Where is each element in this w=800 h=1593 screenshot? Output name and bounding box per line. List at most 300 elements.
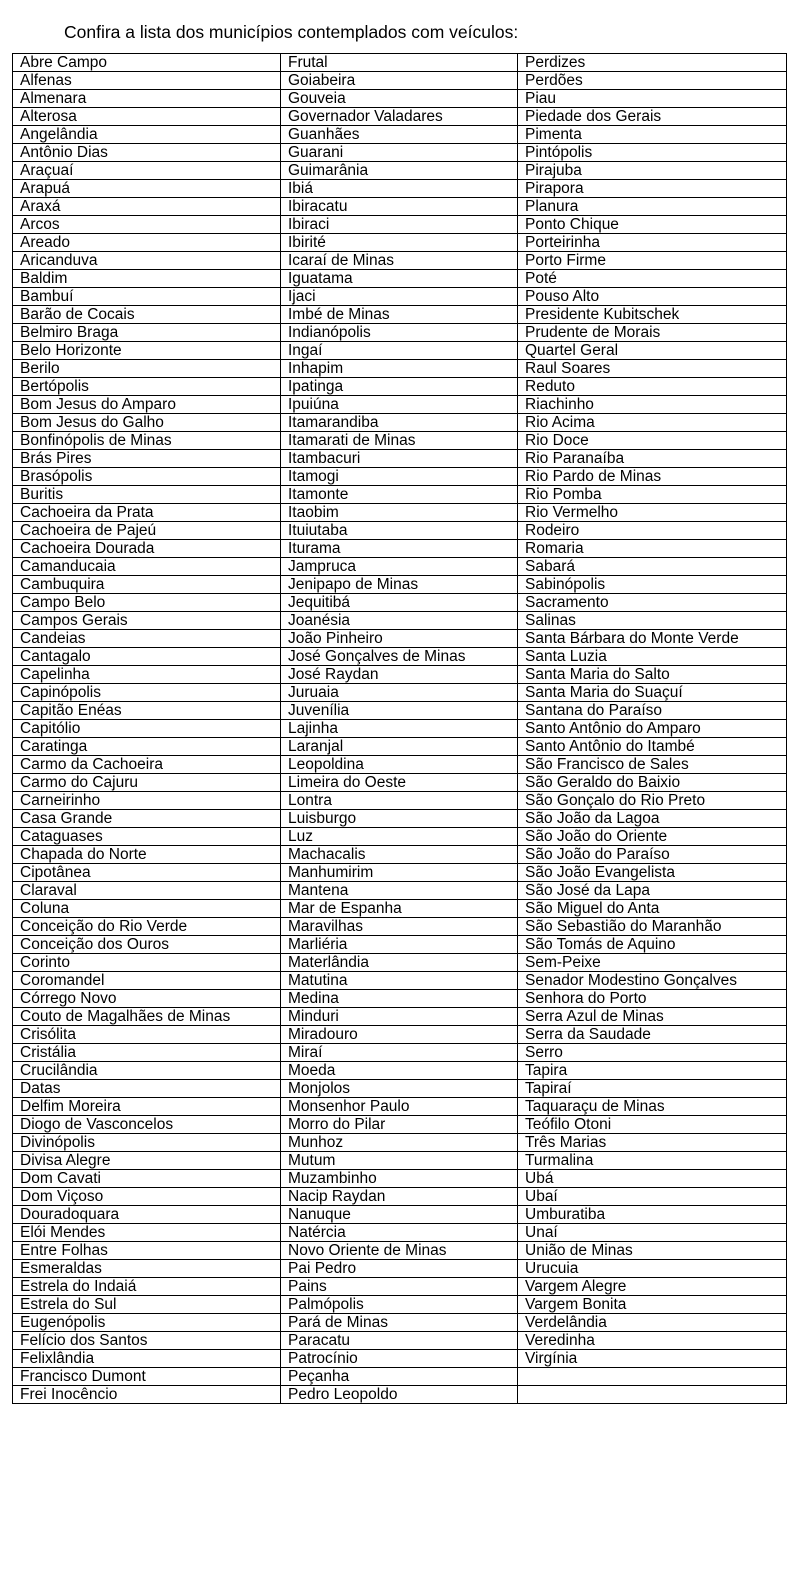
municipality-cell: Felixlândia	[13, 1350, 281, 1368]
municipality-cell: Chapada do Norte	[13, 846, 281, 864]
municipality-cell: Cachoeira de Pajeú	[13, 522, 281, 540]
municipality-cell: Rio Pomba	[518, 486, 787, 504]
municipality-cell: Casa Grande	[13, 810, 281, 828]
municipality-cell: Dom Cavati	[13, 1170, 281, 1188]
municipality-cell: Vargem Alegre	[518, 1278, 787, 1296]
municipality-cell: Quartel Geral	[518, 342, 787, 360]
municipality-cell: Douradoquara	[13, 1206, 281, 1224]
municipality-cell	[518, 1368, 787, 1386]
municipality-cell: Porto Firme	[518, 252, 787, 270]
municipality-cell: Moeda	[281, 1062, 518, 1080]
municipality-cell: Novo Oriente de Minas	[281, 1242, 518, 1260]
table-row	[13, 594, 787, 612]
municipality-cell: São Gonçalo do Rio Preto	[518, 792, 787, 810]
municipality-cell: Itamarandiba	[281, 414, 518, 432]
table-row	[13, 882, 787, 900]
municipality-cell: Santo Antônio do Amparo	[518, 720, 787, 738]
municipality-cell: Divinópolis	[13, 1134, 281, 1152]
table-row	[13, 216, 787, 234]
municipality-cell: Bom Jesus do Galho	[13, 414, 281, 432]
municipality-cell: Barão de Cocais	[13, 306, 281, 324]
table-row	[13, 1008, 787, 1026]
municipality-cell: Bonfinópolis de Minas	[13, 432, 281, 450]
municipality-cell: Limeira do Oeste	[281, 774, 518, 792]
municipality-cell: Itamonte	[281, 486, 518, 504]
municipality-cell: Itamogi	[281, 468, 518, 486]
municipality-cell: São João da Lagoa	[518, 810, 787, 828]
municipality-cell: Veredinha	[518, 1332, 787, 1350]
municipality-cell: Eugenópolis	[13, 1314, 281, 1332]
municipality-cell: Porteirinha	[518, 234, 787, 252]
table-row	[13, 756, 787, 774]
table-row	[13, 432, 787, 450]
municipality-cell: Cachoeira da Prata	[13, 504, 281, 522]
municipality-cell: Romaria	[518, 540, 787, 558]
table-row	[13, 378, 787, 396]
municipality-cell: Angelândia	[13, 126, 281, 144]
municipality-cell: Jequitibá	[281, 594, 518, 612]
municipality-cell: Alterosa	[13, 108, 281, 126]
municipality-cell: Pirapora	[518, 180, 787, 198]
municipality-cell: Jenipapo de Minas	[281, 576, 518, 594]
table-row	[13, 72, 787, 90]
municipality-cell: Lontra	[281, 792, 518, 810]
municipality-cell: Cataguases	[13, 828, 281, 846]
municipality-cell: Rio Doce	[518, 432, 787, 450]
table-row	[13, 180, 787, 198]
table-row	[13, 90, 787, 108]
municipality-cell: Marliéria	[281, 936, 518, 954]
municipality-cell: Areado	[13, 234, 281, 252]
municipality-cell: Frei Inocêncio	[13, 1386, 281, 1404]
municipality-cell: Natércia	[281, 1224, 518, 1242]
municipality-cell: Cristália	[13, 1044, 281, 1062]
municipality-cell: Indianópolis	[281, 324, 518, 342]
municipality-cell: Laranjal	[281, 738, 518, 756]
municipality-cell: Esmeraldas	[13, 1260, 281, 1278]
municipality-cell: Ituiutaba	[281, 522, 518, 540]
table-row	[13, 144, 787, 162]
table-row	[13, 540, 787, 558]
municipality-cell: Rio Acima	[518, 414, 787, 432]
table-row	[13, 54, 787, 72]
municipality-cell: São Francisco de Sales	[518, 756, 787, 774]
table-row	[13, 1350, 787, 1368]
municipality-cell: Crucilândia	[13, 1062, 281, 1080]
municipality-cell: Cipotânea	[13, 864, 281, 882]
municipality-cell: Capitão Enéas	[13, 702, 281, 720]
table-row	[13, 576, 787, 594]
table-row	[13, 1368, 787, 1386]
municipality-cell: Nanuque	[281, 1206, 518, 1224]
document-heading: Confira a lista dos municípios contemplados com veículos:	[64, 22, 519, 42]
table-row	[13, 648, 787, 666]
municipality-cell: Manhumirim	[281, 864, 518, 882]
municipality-cell: Dom Viçoso	[13, 1188, 281, 1206]
table-row	[13, 810, 787, 828]
table-row	[13, 702, 787, 720]
municipality-cell: Frutal	[281, 54, 518, 72]
municipality-cell: Ibirité	[281, 234, 518, 252]
municipality-cell: Caratinga	[13, 738, 281, 756]
municipality-cell: Carmo da Cachoeira	[13, 756, 281, 774]
municipality-cell: Carneirinho	[13, 792, 281, 810]
municipality-cell: Couto de Magalhães de Minas	[13, 1008, 281, 1026]
municipality-cell: Senador Modestino Gonçalves	[518, 972, 787, 990]
municipality-cell: Ijaci	[281, 288, 518, 306]
municipality-cell: Felício dos Santos	[13, 1332, 281, 1350]
municipality-cell: São Geraldo do Baixio	[518, 774, 787, 792]
municipality-cell: Divisa Alegre	[13, 1152, 281, 1170]
municipality-cell: São João Evangelista	[518, 864, 787, 882]
municipality-cell: Bambuí	[13, 288, 281, 306]
municipality-cell: Urucuia	[518, 1260, 787, 1278]
table-row	[13, 1296, 787, 1314]
municipality-cell: Serra Azul de Minas	[518, 1008, 787, 1026]
municipality-cell: Rio Pardo de Minas	[518, 468, 787, 486]
municipality-cell: Diogo de Vasconcelos	[13, 1116, 281, 1134]
municipality-cell: Itaobim	[281, 504, 518, 522]
municipality-cell: Itambacuri	[281, 450, 518, 468]
table-row	[13, 1260, 787, 1278]
municipality-cell: Juvenília	[281, 702, 518, 720]
municipality-cell: Estrela do Sul	[13, 1296, 281, 1314]
municipality-cell: Abre Campo	[13, 54, 281, 72]
table-row	[13, 468, 787, 486]
municipality-cell: Berilo	[13, 360, 281, 378]
municipality-cell: Ingaí	[281, 342, 518, 360]
municipality-cell: Tapira	[518, 1062, 787, 1080]
municipality-cell: Santa Luzia	[518, 648, 787, 666]
table-row	[13, 1116, 787, 1134]
municipality-cell: Santa Bárbara do Monte Verde	[518, 630, 787, 648]
municipality-cell: Inhapim	[281, 360, 518, 378]
municipality-cell: União de Minas	[518, 1242, 787, 1260]
municipality-cell: Palmópolis	[281, 1296, 518, 1314]
municipality-cell: Patrocínio	[281, 1350, 518, 1368]
table-row	[13, 684, 787, 702]
municipality-cell: Salinas	[518, 612, 787, 630]
table-row	[13, 198, 787, 216]
municipality-cell: Sem-Peixe	[518, 954, 787, 972]
municipality-cell: Capitólio	[13, 720, 281, 738]
municipality-cell: Mantena	[281, 882, 518, 900]
municipality-cell: Ibiraci	[281, 216, 518, 234]
municipality-cell: Arapuá	[13, 180, 281, 198]
table-row	[13, 450, 787, 468]
municipality-cell: Corinto	[13, 954, 281, 972]
municipality-cell: Capelinha	[13, 666, 281, 684]
table-row	[13, 1332, 787, 1350]
municipality-cell: Bertópolis	[13, 378, 281, 396]
municipality-cell: Mutum	[281, 1152, 518, 1170]
municipality-cell: Baldim	[13, 270, 281, 288]
municipality-cell: Francisco Dumont	[13, 1368, 281, 1386]
municipality-cell: Bom Jesus do Amparo	[13, 396, 281, 414]
municipality-cell: Rio Paranaíba	[518, 450, 787, 468]
municipality-cell: Serro	[518, 1044, 787, 1062]
municipality-cell: Vargem Bonita	[518, 1296, 787, 1314]
municipality-cell: Unaí	[518, 1224, 787, 1242]
municipality-cell: Leopoldina	[281, 756, 518, 774]
table-row	[13, 918, 787, 936]
municipality-cell: Taquaraçu de Minas	[518, 1098, 787, 1116]
municipality-cell: Iguatama	[281, 270, 518, 288]
municipality-cell: Rodeiro	[518, 522, 787, 540]
municipality-cell: Santana do Paraíso	[518, 702, 787, 720]
municipality-cell: Jampruca	[281, 558, 518, 576]
table-row	[13, 936, 787, 954]
municipality-cell: Piedade dos Gerais	[518, 108, 787, 126]
municipality-cell: Materlândia	[281, 954, 518, 972]
municipality-cell: Elói Mendes	[13, 1224, 281, 1242]
municipality-cell: Teófilo Otoni	[518, 1116, 787, 1134]
municipality-cell: Belmiro Braga	[13, 324, 281, 342]
table-row	[13, 396, 787, 414]
municipality-cell: Sabará	[518, 558, 787, 576]
municipality-cell: Monsenhor Paulo	[281, 1098, 518, 1116]
municipality-cell: Santa Maria do Salto	[518, 666, 787, 684]
table-row	[13, 1026, 787, 1044]
municipality-cell: Camanducaia	[13, 558, 281, 576]
table-row	[13, 1386, 787, 1404]
municipality-cell: Aricanduva	[13, 252, 281, 270]
municipality-cell: Joanésia	[281, 612, 518, 630]
municipality-cell: Icaraí de Minas	[281, 252, 518, 270]
municipality-cell: Guimarânia	[281, 162, 518, 180]
municipality-cell: Gouveia	[281, 90, 518, 108]
municipality-cell: São João do Oriente	[518, 828, 787, 846]
municipality-cell: Datas	[13, 1080, 281, 1098]
municipality-cell: Governador Valadares	[281, 108, 518, 126]
table-row	[13, 972, 787, 990]
municipality-cell: São João do Paraíso	[518, 846, 787, 864]
municipality-cell: Poté	[518, 270, 787, 288]
table-row	[13, 900, 787, 918]
municipality-cell: São Tomás de Aquino	[518, 936, 787, 954]
municipality-cell: Luz	[281, 828, 518, 846]
municipality-cell: Goiabeira	[281, 72, 518, 90]
municipality-cell: Luisburgo	[281, 810, 518, 828]
table-row	[13, 360, 787, 378]
municipality-cell: José Raydan	[281, 666, 518, 684]
municipality-cell: Miradouro	[281, 1026, 518, 1044]
table-row	[13, 738, 787, 756]
municipality-cell: Raul Soares	[518, 360, 787, 378]
table-row	[13, 720, 787, 738]
municipality-cell: Muzambinho	[281, 1170, 518, 1188]
municipality-cell: Piau	[518, 90, 787, 108]
municipality-cell: Peçanha	[281, 1368, 518, 1386]
municipality-cell: Riachinho	[518, 396, 787, 414]
municipality-cell: Claraval	[13, 882, 281, 900]
municipality-cell: Prudente de Morais	[518, 324, 787, 342]
municipality-cell: Estrela do Indaiá	[13, 1278, 281, 1296]
municipality-cell: Delfim Moreira	[13, 1098, 281, 1116]
municipality-cell: Perdões	[518, 72, 787, 90]
municipality-cell: Machacalis	[281, 846, 518, 864]
municipality-cell: Ponto Chique	[518, 216, 787, 234]
municipality-cell: Cambuquira	[13, 576, 281, 594]
municipality-cell: José Gonçalves de Minas	[281, 648, 518, 666]
table-row	[13, 324, 787, 342]
table-row	[13, 1242, 787, 1260]
municipality-cell: Minduri	[281, 1008, 518, 1026]
municipality-cell: Pimenta	[518, 126, 787, 144]
table-row	[13, 252, 787, 270]
municipality-cell: Santo Antônio do Itambé	[518, 738, 787, 756]
municipality-cell: Pedro Leopoldo	[281, 1386, 518, 1404]
municipality-cell: Iturama	[281, 540, 518, 558]
municipality-cell: Coromandel	[13, 972, 281, 990]
municipality-cell: Umburatiba	[518, 1206, 787, 1224]
table-row	[13, 522, 787, 540]
municipality-cell: Conceição dos Ouros	[13, 936, 281, 954]
municipality-cell: Perdizes	[518, 54, 787, 72]
table-row	[13, 774, 787, 792]
municipality-cell: Buritis	[13, 486, 281, 504]
table-row	[13, 342, 787, 360]
table-row	[13, 270, 787, 288]
municipality-cell: Ipuiúna	[281, 396, 518, 414]
table-row	[13, 666, 787, 684]
municipality-cell: Antônio Dias	[13, 144, 281, 162]
table-row	[13, 1098, 787, 1116]
municipality-cell: Lajinha	[281, 720, 518, 738]
table-row	[13, 1062, 787, 1080]
municipality-cell: São José da Lapa	[518, 882, 787, 900]
municipality-cell: Entre Folhas	[13, 1242, 281, 1260]
municipalities-table-body	[13, 54, 787, 1404]
municipality-cell: Miraí	[281, 1044, 518, 1062]
municipality-cell: Almenara	[13, 90, 281, 108]
table-row	[13, 558, 787, 576]
municipality-cell: Ipatinga	[281, 378, 518, 396]
municipality-cell: Brás Pires	[13, 450, 281, 468]
municipality-cell: Brasópolis	[13, 468, 281, 486]
municipality-cell: Monjolos	[281, 1080, 518, 1098]
municipality-cell: Maravilhas	[281, 918, 518, 936]
municipality-cell: Itamarati de Minas	[281, 432, 518, 450]
municipality-cell: Medina	[281, 990, 518, 1008]
municipality-cell: Juruaia	[281, 684, 518, 702]
municipality-cell: Cantagalo	[13, 648, 281, 666]
table-row	[13, 1314, 787, 1332]
municipality-cell: Turmalina	[518, 1152, 787, 1170]
table-row	[13, 108, 787, 126]
municipality-cell: Campo Belo	[13, 594, 281, 612]
municipality-cell: Sacramento	[518, 594, 787, 612]
municipality-cell: Imbé de Minas	[281, 306, 518, 324]
municipality-cell: Conceição do Rio Verde	[13, 918, 281, 936]
municipality-cell: Guanhães	[281, 126, 518, 144]
municipality-cell: Pai Pedro	[281, 1260, 518, 1278]
table-row	[13, 414, 787, 432]
municipality-cell: Araxá	[13, 198, 281, 216]
municipality-cell: Carmo do Cajuru	[13, 774, 281, 792]
table-row	[13, 288, 787, 306]
table-row	[13, 1206, 787, 1224]
municipality-cell: Nacip Raydan	[281, 1188, 518, 1206]
table-row	[13, 612, 787, 630]
table-row	[13, 162, 787, 180]
municipality-cell: Coluna	[13, 900, 281, 918]
municipality-cell: Presidente Kubitschek	[518, 306, 787, 324]
municipality-cell: São Sebastião do Maranhão	[518, 918, 787, 936]
municipality-cell: Pintópolis	[518, 144, 787, 162]
municipality-cell: João Pinheiro	[281, 630, 518, 648]
municipality-cell: Cachoeira Dourada	[13, 540, 281, 558]
table-row	[13, 1080, 787, 1098]
table-row	[13, 828, 787, 846]
municipality-cell: Belo Horizonte	[13, 342, 281, 360]
municipality-cell: Munhoz	[281, 1134, 518, 1152]
table-row	[13, 486, 787, 504]
municipality-cell: Serra da Saudade	[518, 1026, 787, 1044]
table-row	[13, 1044, 787, 1062]
table-row	[13, 1152, 787, 1170]
municipality-cell: Matutina	[281, 972, 518, 990]
municipality-cell: Ubá	[518, 1170, 787, 1188]
municipality-cell: Ibiá	[281, 180, 518, 198]
municipality-cell: Paracatu	[281, 1332, 518, 1350]
municipality-cell: Pará de Minas	[281, 1314, 518, 1332]
table-row	[13, 1278, 787, 1296]
municipality-cell: Ubaí	[518, 1188, 787, 1206]
municipality-cell: Morro do Pilar	[281, 1116, 518, 1134]
municipality-cell: Araçuaí	[13, 162, 281, 180]
municipality-cell: Pains	[281, 1278, 518, 1296]
table-row	[13, 1170, 787, 1188]
table-row	[13, 990, 787, 1008]
municipality-cell: Candeias	[13, 630, 281, 648]
municipality-cell: Pirajuba	[518, 162, 787, 180]
municipality-cell	[518, 1386, 787, 1404]
table-row	[13, 1224, 787, 1242]
municipality-cell: Pouso Alto	[518, 288, 787, 306]
table-row	[13, 126, 787, 144]
municipality-cell: Virgínia	[518, 1350, 787, 1368]
municipality-cell: Arcos	[13, 216, 281, 234]
municipality-cell: São Miguel do Anta	[518, 900, 787, 918]
municipality-cell: Córrego Novo	[13, 990, 281, 1008]
municipality-cell: Capinópolis	[13, 684, 281, 702]
municipality-cell: Campos Gerais	[13, 612, 281, 630]
municipality-cell: Mar de Espanha	[281, 900, 518, 918]
table-row	[13, 1134, 787, 1152]
table-row	[13, 864, 787, 882]
municipality-cell: Verdelândia	[518, 1314, 787, 1332]
table-row	[13, 630, 787, 648]
municipalities-table	[12, 53, 787, 1404]
municipality-cell: Tapiraí	[518, 1080, 787, 1098]
table-row	[13, 306, 787, 324]
municipality-cell: Rio Vermelho	[518, 504, 787, 522]
municipality-cell: Três Marias	[518, 1134, 787, 1152]
table-row	[13, 504, 787, 522]
table-row	[13, 792, 787, 810]
table-row	[13, 1188, 787, 1206]
municipality-cell: Reduto	[518, 378, 787, 396]
municipality-cell: Santa Maria do Suaçuí	[518, 684, 787, 702]
municipality-cell: Alfenas	[13, 72, 281, 90]
table-row	[13, 846, 787, 864]
table-row	[13, 954, 787, 972]
municipality-cell: Crisólita	[13, 1026, 281, 1044]
municipality-cell: Sabinópolis	[518, 576, 787, 594]
municipality-cell: Planura	[518, 198, 787, 216]
municipality-cell: Ibiracatu	[281, 198, 518, 216]
